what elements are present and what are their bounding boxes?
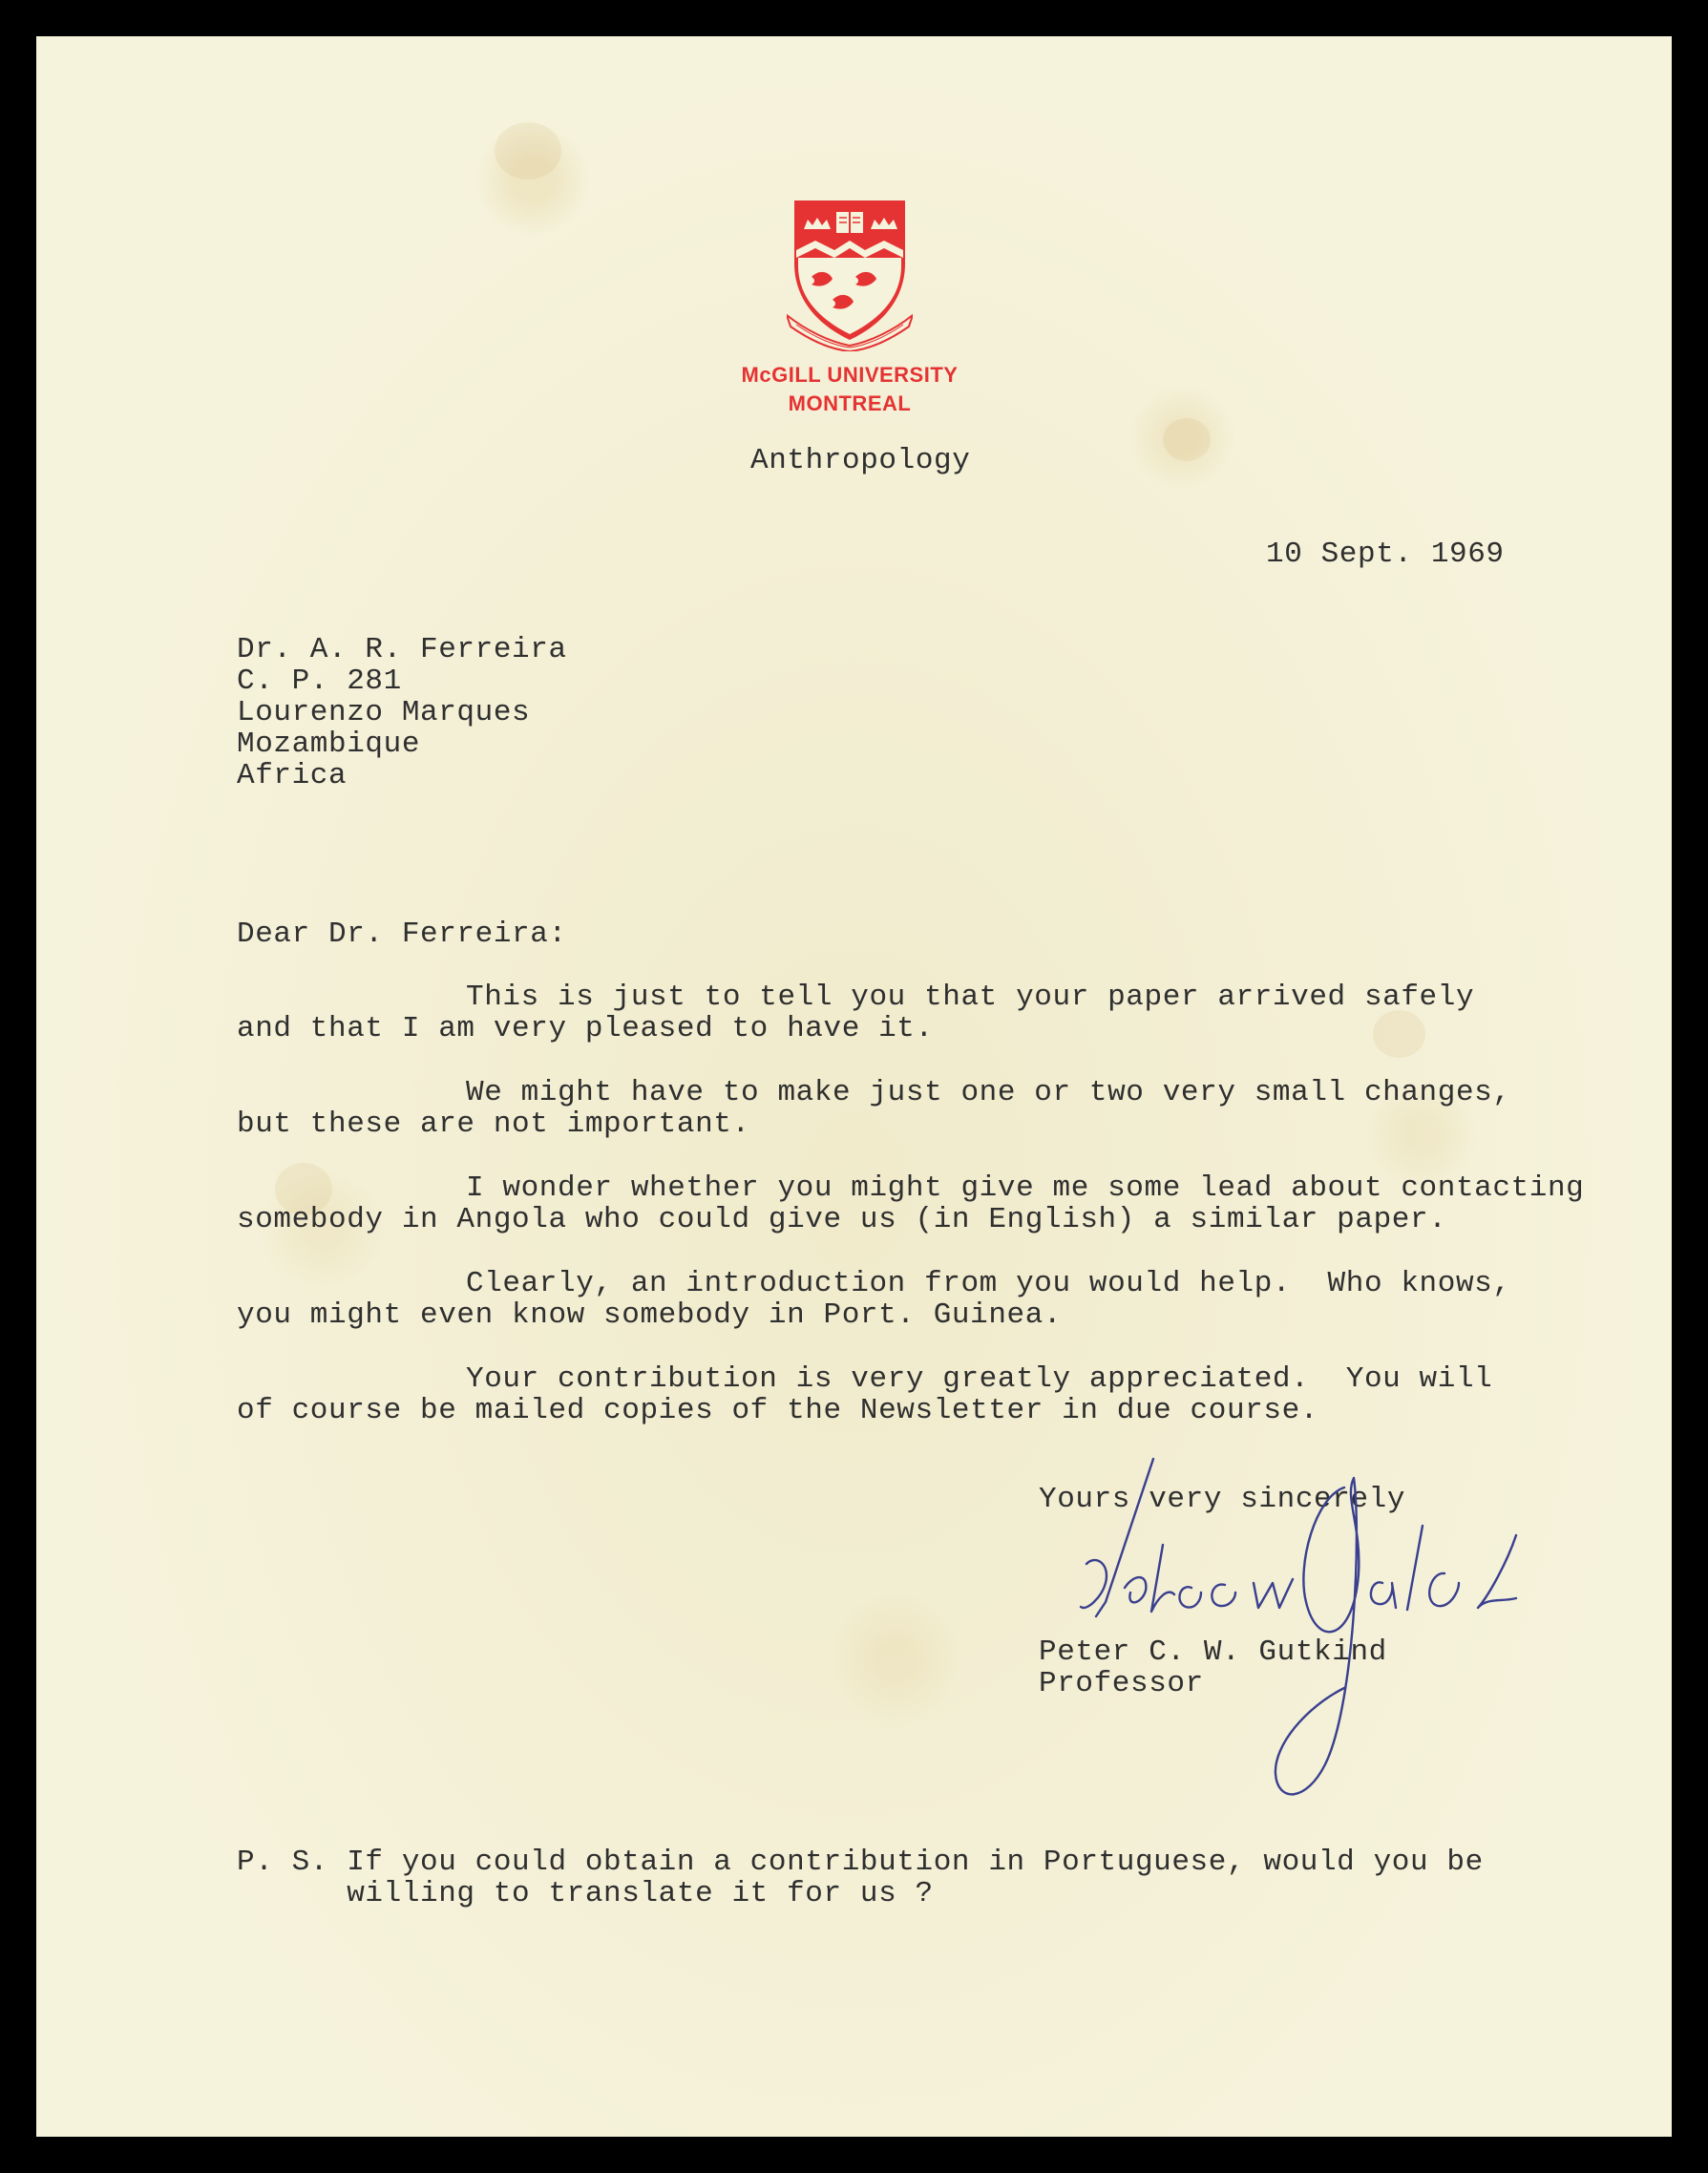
body-line: This is just to tell you that your paper arrived safely [466, 981, 1475, 1014]
paper-stain [495, 122, 561, 179]
paper-stain [1373, 1010, 1425, 1058]
body-line: I wonder whether you might give me some lead about contacting [466, 1171, 1585, 1205]
body-line: somebody in Angola who could give us (in English) a similar paper. [237, 1203, 1447, 1236]
body-line: Your contribution is very greatly appreciated. You will [466, 1362, 1493, 1396]
institution-name: McGILL UNIVERSITY [741, 363, 959, 387]
postscript-line: willing to translate it for us ? [237, 1877, 934, 1910]
address-line: C. P. 281 [237, 665, 402, 698]
salutation: Dear Dr. Ferreira: [237, 918, 567, 951]
institution-city: MONTREAL [788, 391, 912, 415]
body-line: and that I am very pleased to have it. [237, 1012, 934, 1045]
university-crest-icon [787, 197, 913, 351]
address-line: Mozambique [237, 728, 421, 761]
signer-name: Peter C. W. Gutkind [1039, 1635, 1387, 1669]
body-line: you might even know somebody in Port. Guinea. [237, 1298, 1063, 1332]
body-line: of course be mailed copies of the Newsletter in due course. [237, 1394, 1318, 1427]
body-line: We might have to make just one or two very small changes, [466, 1076, 1511, 1109]
paper-stain [1163, 418, 1211, 461]
signer-title: Professor [1039, 1667, 1204, 1700]
handwritten-signature-icon [1067, 1421, 1564, 1822]
body-line: but these are not important. [237, 1108, 750, 1141]
address-line: Africa [237, 759, 348, 792]
postscript-line: P. S. If you could obtain a contribution in Portuguese, would you be [237, 1846, 1484, 1879]
address-line: Dr. A. R. Ferreira [237, 633, 567, 666]
body-line: Clearly, an introduction from you would help. Who knows, [466, 1267, 1511, 1300]
address-line: Lourenzo Marques [237, 696, 531, 729]
valediction: Yours very sincerely [1039, 1483, 1406, 1516]
letter-date: 10 Sept. 1969 [1266, 538, 1505, 571]
department-name: Anthropology [750, 444, 971, 477]
letter-page [36, 36, 1672, 2137]
